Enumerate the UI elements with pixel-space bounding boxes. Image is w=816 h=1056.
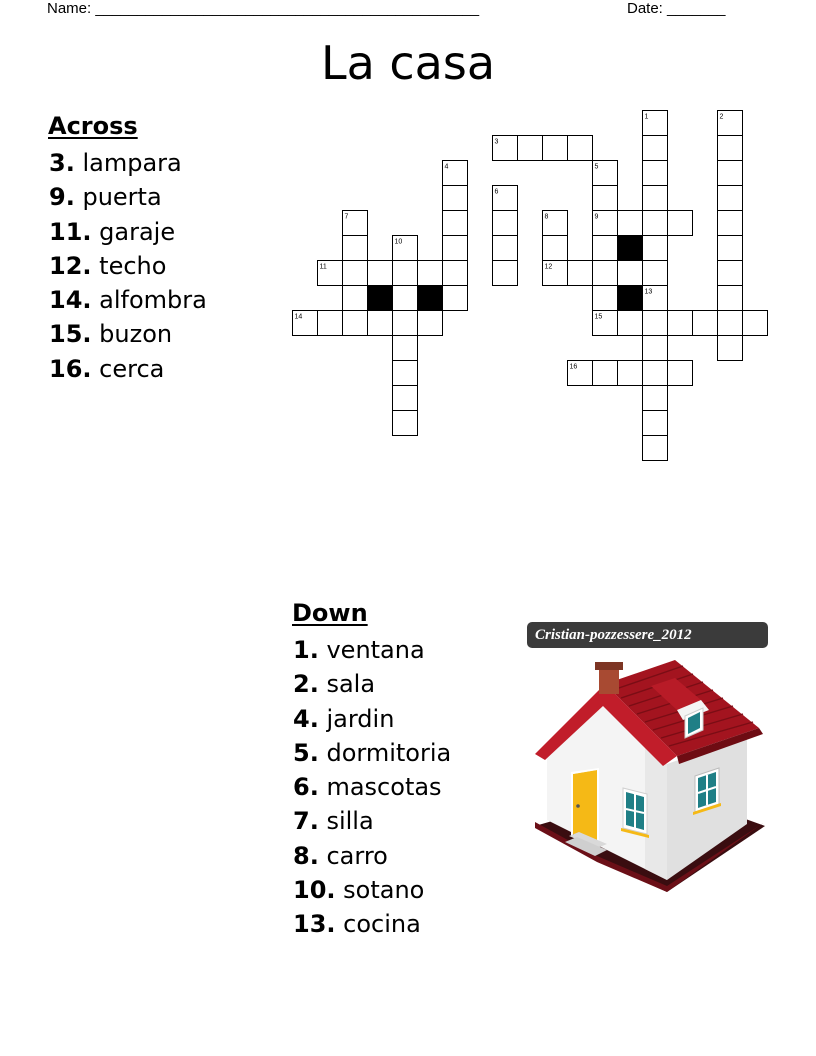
grid-cell[interactable] (718, 136, 743, 161)
grid-clue-number: 7 (344, 213, 349, 221)
grid-cell[interactable] (418, 261, 443, 286)
grid-clue-number: 9 (594, 213, 599, 221)
clue-answer: lampara (82, 149, 182, 177)
grid-cell[interactable] (343, 236, 368, 261)
grid-cell[interactable] (668, 361, 693, 386)
across-clue-list (49, 146, 207, 386)
grid-cell[interactable] (393, 261, 418, 286)
clue-number: 6. (293, 773, 319, 802)
grid-cell[interactable] (718, 111, 743, 136)
down-clue-5 (293, 736, 451, 770)
grid-cell[interactable] (518, 136, 543, 161)
down-clue-1 (293, 633, 451, 667)
grid-cell[interactable] (643, 386, 668, 411)
name-field-line: Name: ______________________________________________ (47, 0, 480, 17)
clue-number: 9. (49, 183, 75, 212)
clue-answer: puerta (82, 183, 162, 212)
grid-cell[interactable] (593, 236, 618, 261)
clue-answer: sala (326, 670, 376, 699)
grid-clue-number: 10 (394, 238, 403, 246)
grid-cell[interactable] (643, 361, 668, 386)
clue-number: 1. (293, 636, 319, 664)
grid-cell[interactable] (543, 136, 568, 161)
grid-cell[interactable] (593, 311, 618, 336)
grid-clue-number: 5 (594, 163, 599, 171)
clue-answer: garaje (99, 217, 176, 246)
grid-cell[interactable] (643, 161, 668, 186)
grid-cell[interactable] (643, 236, 668, 261)
grid-cell[interactable] (368, 311, 393, 336)
down-clue-list (293, 633, 451, 942)
across-heading: Across (48, 112, 138, 140)
grid-cell[interactable] (393, 286, 418, 311)
grid-cell[interactable] (543, 236, 568, 261)
grid-cell[interactable] (393, 236, 418, 261)
clue-number: 2. (293, 670, 319, 699)
grid-clue-number: 16 (569, 363, 578, 371)
grid-clue-number: 12 (544, 263, 553, 271)
grid-block-cell (618, 236, 643, 261)
grid-cell[interactable] (718, 186, 743, 211)
grid-cell[interactable] (593, 361, 618, 386)
clue-number: 12. (49, 251, 92, 280)
grid-cell[interactable] (493, 261, 518, 286)
grid-cell[interactable] (568, 136, 593, 161)
clue-number: 8. (293, 841, 319, 870)
clue-answer: sotano (343, 876, 425, 905)
down-clue-2 (293, 667, 451, 701)
grid-cell[interactable] (718, 286, 743, 311)
clue-answer: cocina (343, 910, 421, 939)
grid-cell[interactable] (443, 236, 468, 261)
grid-cell[interactable] (393, 411, 418, 436)
grid-cell[interactable] (718, 336, 743, 361)
grid-cell[interactable] (718, 311, 743, 336)
clue-answer: alfombra (99, 286, 207, 315)
grid-cell[interactable] (393, 336, 418, 361)
grid-cell[interactable] (668, 311, 693, 336)
grid-cell[interactable] (618, 311, 643, 336)
grid-cell[interactable] (343, 211, 368, 236)
clue-answer: buzon (99, 320, 173, 349)
house-illustration (527, 622, 772, 894)
grid-cell[interactable] (443, 286, 468, 311)
clue-number: 13. (293, 910, 336, 939)
grid-cell[interactable] (543, 261, 568, 286)
across-clue-12 (49, 249, 207, 283)
across-clue-15 (49, 317, 207, 351)
grid-cell[interactable] (493, 211, 518, 236)
image-credit-banner: Cristian-pozzessere_2012 (527, 622, 768, 648)
clue-answer: ventana (326, 636, 425, 664)
clue-answer: techo (99, 251, 167, 280)
clue-number: 7. (293, 807, 319, 836)
grid-cell[interactable] (668, 211, 693, 236)
grid-cell[interactable] (343, 311, 368, 336)
clue-answer: cerca (99, 354, 165, 383)
down-clue-8 (293, 839, 451, 873)
grid-cell[interactable] (643, 336, 668, 361)
clue-number: 10. (293, 876, 336, 905)
grid-clue-number: 6 (494, 188, 499, 196)
grid-cell[interactable] (393, 361, 418, 386)
grid-cell[interactable] (393, 311, 418, 336)
grid-clue-number: 15 (594, 313, 603, 321)
grid-cell[interactable] (543, 211, 568, 236)
grid-cell[interactable] (718, 236, 743, 261)
grid-cell[interactable] (743, 311, 768, 336)
grid-cell[interactable] (643, 286, 668, 311)
across-clue-3 (49, 146, 207, 180)
date-field-line: Date: _______ (627, 0, 726, 17)
grid-cell[interactable] (493, 236, 518, 261)
grid-cell[interactable] (618, 261, 643, 286)
grid-clue-number: 13 (644, 288, 653, 296)
down-clue-13 (293, 907, 451, 941)
grid-cell[interactable] (643, 436, 668, 461)
grid-cell[interactable] (593, 211, 618, 236)
down-clue-4 (293, 702, 451, 736)
grid-cell[interactable] (718, 161, 743, 186)
grid-cell[interactable] (643, 311, 668, 336)
across-clue-9 (49, 180, 207, 214)
grid-cell[interactable] (318, 261, 343, 286)
grid-cell[interactable] (718, 211, 743, 236)
down-heading: Down (292, 599, 368, 627)
grid-cell[interactable] (593, 286, 618, 311)
clue-number: 11. (49, 217, 92, 246)
grid-cell[interactable] (643, 136, 668, 161)
grid-cell[interactable] (593, 261, 618, 286)
grid-block-cell (368, 286, 393, 311)
clue-answer: mascotas (326, 773, 442, 802)
clue-number: 15. (49, 320, 92, 349)
grid-cell[interactable] (293, 311, 318, 336)
clue-number: 3. (49, 149, 75, 177)
grid-cell[interactable] (493, 136, 518, 161)
grid-cell[interactable] (643, 211, 668, 236)
grid-clue-number: 4 (444, 163, 449, 171)
grid-cell[interactable] (418, 311, 443, 336)
grid-cell[interactable] (643, 111, 668, 136)
grid-block-cell (618, 286, 643, 311)
across-clue-16 (49, 352, 207, 386)
clue-number: 5. (293, 738, 319, 767)
grid-cell[interactable] (368, 261, 393, 286)
down-clue-7 (293, 804, 451, 838)
grid-cell[interactable] (643, 261, 668, 286)
clue-answer: silla (326, 807, 374, 836)
grid-cell[interactable] (718, 261, 743, 286)
down-clue-10 (293, 873, 451, 907)
grid-cell[interactable] (318, 311, 343, 336)
grid-cell[interactable] (618, 361, 643, 386)
down-clue-6 (293, 770, 451, 804)
grid-cell[interactable] (343, 286, 368, 311)
clue-number: 4. (293, 704, 319, 733)
grid-cell[interactable] (343, 261, 368, 286)
grid-clue-number: 1 (644, 113, 649, 121)
grid-cell[interactable] (693, 311, 718, 336)
grid-block-cell (418, 286, 443, 311)
clue-answer: dormitoria (326, 738, 452, 767)
grid-cell[interactable] (568, 361, 593, 386)
house-icon (527, 622, 772, 894)
grid-cell[interactable] (393, 386, 418, 411)
grid-cell[interactable] (443, 211, 468, 236)
clue-answer: carro (326, 841, 388, 870)
grid-cell[interactable] (643, 411, 668, 436)
clue-answer: jardin (326, 704, 395, 733)
grid-clue-number: 2 (719, 113, 724, 121)
grid-cell[interactable] (443, 186, 468, 211)
clue-number: 16. (49, 354, 92, 383)
across-clue-11 (49, 215, 207, 249)
grid-cell[interactable] (643, 186, 668, 211)
across-clue-14 (49, 283, 207, 317)
grid-cell[interactable] (443, 261, 468, 286)
grid-cell[interactable] (593, 186, 618, 211)
grid-cell[interactable] (568, 261, 593, 286)
grid-cell[interactable] (443, 161, 468, 186)
clue-number: 14. (49, 286, 92, 315)
grid-clue-number: 8 (544, 213, 549, 221)
page-title: La casa (320, 36, 496, 90)
grid-cell[interactable] (593, 161, 618, 186)
grid-cell[interactable] (618, 211, 643, 236)
grid-cell[interactable] (493, 186, 518, 211)
grid-clue-number: 14 (294, 313, 303, 321)
grid-clue-number: 3 (494, 138, 499, 146)
grid-clue-number: 11 (319, 263, 327, 271)
